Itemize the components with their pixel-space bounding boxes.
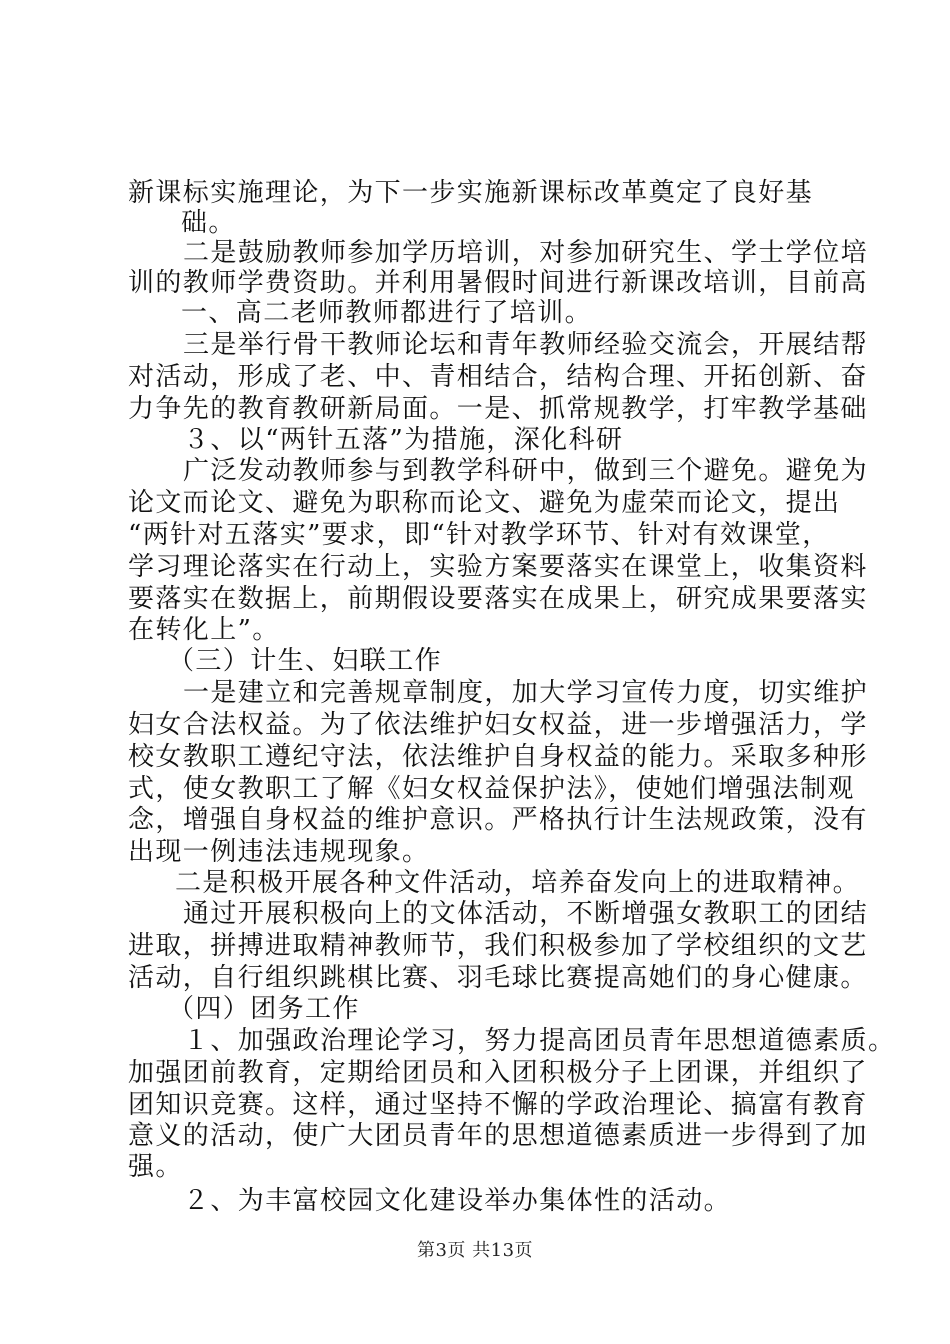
section-heading: （三）计生、妇联工作 — [168, 646, 443, 676]
text-line: １、加强政治理论学习，努力提高团员青年思想道德素质。 — [183, 1026, 896, 1056]
text-line: 一是建立和完善规章制度，加大学习宣传力度，切实维护 — [183, 678, 869, 708]
text-line: 对活动，形成了老、中、青相结合，结构合理、开拓创新、奋 — [128, 362, 868, 392]
text-line: 新课标实施理论，为下一步实施新课标改革奠定了良好基 — [128, 178, 814, 208]
text-line: 学习理论落实在行动上，实验方案要落实在课堂上，收集资料 — [128, 552, 868, 582]
text-line: 二是积极开展各种文件活动，培养奋发向上的进取精神。 — [175, 868, 861, 898]
text-line: ３、以“两针五落”为措施，深化科研 — [183, 425, 624, 455]
text-line: ２、为丰富校园文化建设举办集体性的活动。 — [183, 1186, 732, 1216]
text-line: 式，使女教职工了解《妇女权益保护法》，使她们增强法制观 — [128, 774, 855, 804]
text-line: 在转化上”。 — [128, 615, 280, 645]
text-line: 三是举行骨干教师论坛和青年教师经验交流会，开展结帮 — [183, 330, 869, 360]
text-line: 论文而论文、避免为职称而论文、避免为虚荣而论文，提出 — [128, 488, 841, 518]
text-line: 训的教师学费资助。并利用暑假时间进行新课改培训，目前高 — [128, 268, 868, 298]
text-line: 加强团前教育，定期给团员和入团积极分子上团课，并组织了 — [128, 1058, 868, 1088]
text-line: 力争先的教育教研新局面。一是、抓常规教学，打牢教学基础 — [128, 394, 868, 424]
text-line: 出现一例违法违规现象。 — [128, 837, 430, 867]
text-line: 一、高二老师教师都进行了培训。 — [181, 298, 593, 328]
text-line: 础。 — [181, 208, 236, 238]
text-line: 念，增强自身权益的维护意识。严格执行计生法规政策，没有 — [128, 805, 868, 835]
text-line: 意义的活动，使广大团员青年的思想道德素质进一步得到了加 — [128, 1121, 868, 1151]
text-line: 团知识竞赛。这样，通过坚持不懈的学政治理论、搞富有教育 — [128, 1090, 868, 1120]
page-number: 第3页 共13页 — [416, 1240, 534, 1261]
text-line: “两针对五落实”要求，即“针对教学环节、针对有效课堂， — [128, 520, 830, 550]
text-line: 妇女合法权益。为了依法维护妇女权益，进一步增强活力，学 — [128, 710, 868, 740]
section-heading: （四）团务工作 — [168, 994, 360, 1024]
text-line: 校女教职工遵纪守法，依法维护自身权益的能力。采取多种形 — [128, 742, 868, 772]
text-line: 强。 — [128, 1152, 183, 1182]
text-line: 要落实在数据上，前期假设要落实在成果上，研究成果要落实 — [128, 584, 868, 614]
text-line: 广泛发动教师参与到教学科研中，做到三个避免。避免为 — [183, 456, 869, 486]
text-line: 通过开展积极向上的文体活动，不断增强女教职工的团结 — [183, 899, 869, 929]
text-line: 活动，自行组织跳棋比赛、羽毛球比赛提高她们的身心健康。 — [128, 963, 868, 993]
page-footer — [0, 1240, 950, 1262]
text-line: 进取，拼搏进取精神教师节，我们积极参加了学校组织的文艺 — [128, 931, 868, 961]
text-line: 二是鼓励教师参加学历培训，对参加研究生、学士学位培 — [183, 238, 869, 268]
